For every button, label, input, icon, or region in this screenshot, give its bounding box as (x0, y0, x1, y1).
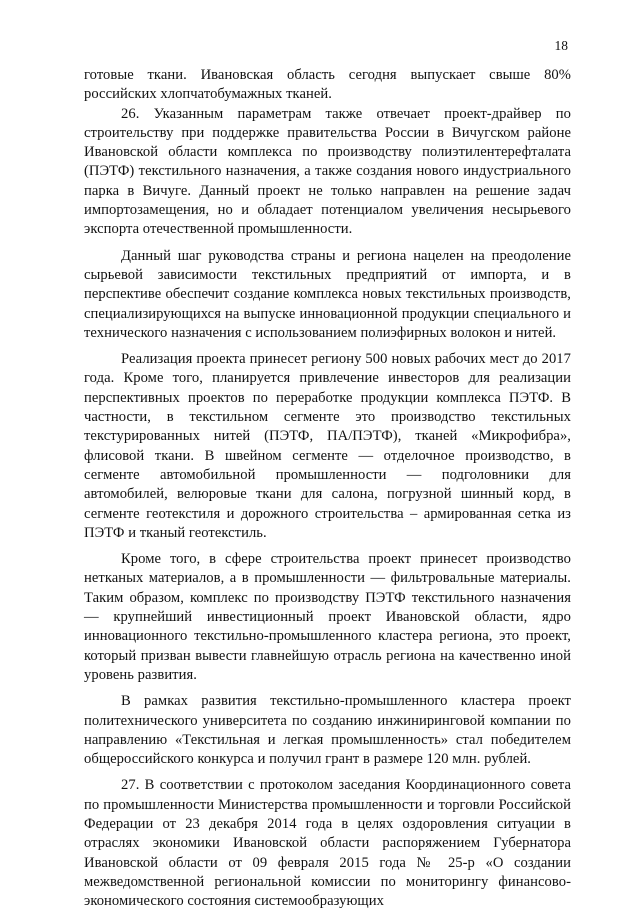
paragraph-item-27-coordination-council: 27. В соответствии с протоколом заседания Координационного совета по промышленности Министерства промышленности и торговли Российской Федерации от 23 декабря 2014 года в целях оздоровления ситуации в отраслях экономики Ивановской области распоряжением Губернатора Ивановской области от 09 февраля 2015 года № 25-р «О создании межведомственной региональной комиссии по мониторингу финансово-экономического состояния системообразующих (84, 777, 571, 910)
paragraph-project-implementation: Реализация проекта принесет региону 500 новых рабочих мест до 2017 года. Кроме того, планируется привлечение инвесторов для реализации перспективных проектов по переработке продукции комплекса ПЭТФ. В частности, в текстильном сегменте это производство текстильных текстурированных нитей (ПЭТФ, ПА/ПЭТФ), тканей «Микрофибра», флисовой ткани. В швейном сегменте — отделочное производство, в сегменте автомобильной промышленности — подголовники для автомобилей, велюровые ткани для салона, погрузной шинный корд, в сегменте геотекстиля и дорожного строительства – армированная сетка из ПЭТФ и тканый геотекстиль. (84, 351, 571, 541)
paragraph-raw-material-dependency: Данный шаг руководства страны и региона нацелен на преодоление сырьевой зависимости текстильных предприятий от импорта, и в перспективе обеспечит создание комплекса новых текстильных производств, специализирующихся на выпуске инновационной продукции специального и технического назначения с использованием полиэфирных волокон и нитей. (84, 247, 571, 341)
page-number: 18 (554, 38, 568, 53)
paragraph-construction-sector: Кроме того, в сфере строительства проект принесет производство нетканых материалов, а в промышленности — фильтровальные материалы. Таким образом, комплекс по производству ПЭТФ текстильного назначения — крупнейший инвестиционный проект Ивановской области, ядро инновационного текстильно-промышленного кластера региона, это проект, который призван вывести главнейшую отрасль региона на качественно иной уровень развития. (84, 551, 571, 683)
paragraph-polytechnic-grant: В рамках развития текстильно-промышленного кластера проект политехнического университета по созданию инжиниринговой компании по направлению «Текстильная и легкая промышленность» стал победителем общероссийского конкурса и получил грант в размере 120 млн. рублей. (84, 693, 571, 768)
paragraph-item-26-petf-project: 26. Указанным параметрам также отвечает проект-драйвер по строительству при поддержке правительства России в Вичугском районе Ивановской области комплекса по производству полиэтилентерефталата (ПЭТФ) текстильного назначения, а также создания нового индустриального парка в Вичуге. Данный проект не только направлен на решение задач импортозамещения, но и обладает потенциалом увеличения несырьевого экспорта отечественной промышленности. (84, 105, 571, 238)
paragraph-textile-output: готовые ткани. Ивановская область сегодня выпускает свыше 80% российских хлопчатобумажных тканей. (84, 67, 571, 103)
document-body (84, 66, 571, 911)
